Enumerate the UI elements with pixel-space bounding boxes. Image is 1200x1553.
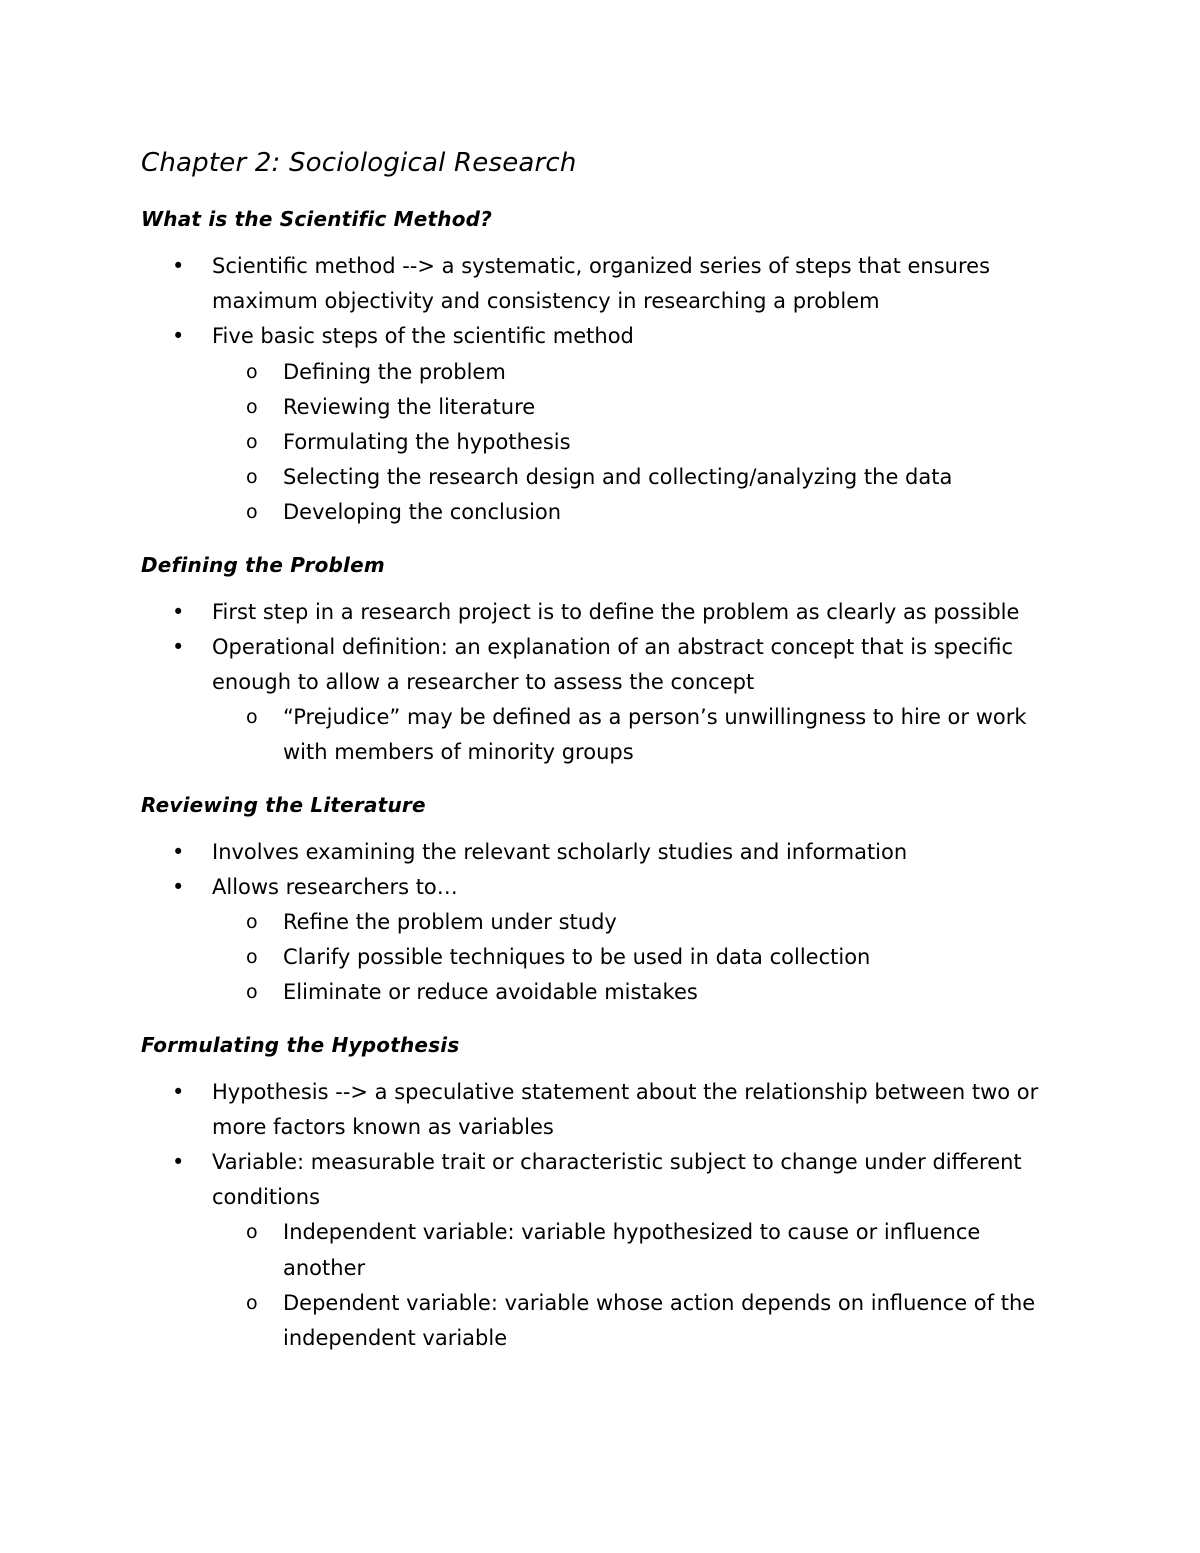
- list-item-text: Scientific method --> a systematic, organized series of steps that ensures maximum objectivity and consistency in researching a problem: [212, 254, 991, 314]
- list-item: [141, 249, 1061, 319]
- list-item-text: Five basic steps of the scientific method: [212, 324, 634, 349]
- bullet-icon: •: [172, 1079, 185, 1104]
- list-item: [141, 319, 1061, 530]
- section-heading: Formulating the Hypothesis: [141, 1032, 460, 1057]
- list-item: [141, 835, 1061, 870]
- list-item: [141, 630, 1061, 771]
- section: [141, 1029, 1061, 1357]
- sub-list-item: [212, 1286, 1061, 1356]
- sub-list-item: [212, 495, 1061, 530]
- circle-bullet-icon: o: [246, 1221, 258, 1244]
- sub-list-item-text: Clarify possible techniques to be used in data collection: [283, 945, 871, 970]
- bullet-icon: •: [172, 254, 185, 278]
- sub-list-item: [212, 355, 1061, 390]
- sub-list-item-text: Reviewing the literature: [283, 394, 536, 419]
- circle-bullet-icon: o: [246, 466, 258, 489]
- bullet-icon: •: [172, 634, 185, 659]
- list-item-text: Variable: measurable trait or characteristic subject to change under different conditions: [212, 1150, 1022, 1210]
- sub-list: [212, 355, 1061, 531]
- sub-list-item-text: “Prejudice” may be defined as a person’s unwillingness to hire or work with members of minority groups: [283, 705, 1027, 765]
- sub-list-item: [212, 425, 1061, 460]
- sub-list-item: [212, 1215, 1061, 1285]
- list-item: [141, 1075, 1061, 1145]
- sub-list-item-text: Dependent variable: variable whose action depends on influence of the independent variable: [283, 1290, 1036, 1351]
- bullet-icon: •: [172, 839, 185, 864]
- circle-bullet-icon: o: [246, 706, 258, 729]
- list-item: [141, 595, 1061, 630]
- sub-list-item-text: Refine the problem under study: [283, 910, 617, 935]
- sub-list-item: [212, 905, 1061, 940]
- sub-list-item-text: Selecting the research design and collecting/analyzing the data: [283, 465, 953, 490]
- list-item: [141, 1145, 1061, 1356]
- section-heading: Reviewing the Literature: [141, 792, 426, 817]
- bullet-icon: •: [172, 874, 185, 899]
- list-item-text: Involves examining the relevant scholarly studies and information: [212, 839, 908, 864]
- bullet-list: [141, 249, 1061, 531]
- bullet-icon: •: [172, 599, 185, 624]
- circle-bullet-icon: o: [246, 981, 258, 1004]
- sub-list-item-text: Defining the problem: [283, 359, 506, 384]
- list-item-text: First step in a research project is to define the problem as clearly as possible: [212, 599, 1020, 624]
- section-heading: Defining the Problem: [141, 552, 385, 577]
- list-item-text: Hypothesis --> a speculative statement about the relationship between two or more factors known as variables: [212, 1079, 1039, 1139]
- sub-list-item-text: Formulating the hypothesis: [283, 430, 571, 455]
- bullet-list: [141, 1075, 1061, 1357]
- circle-bullet-icon: o: [246, 501, 258, 524]
- section: [141, 789, 1061, 1011]
- list-item-text: Operational definition: an explanation of an abstract concept that is specific enough to allow a researcher to assess the concept: [212, 634, 1014, 695]
- circle-bullet-icon: o: [246, 1291, 258, 1314]
- list-item-text: Allows researchers to…: [212, 874, 458, 899]
- sub-list: [212, 1215, 1061, 1356]
- sub-list: [212, 700, 1061, 770]
- circle-bullet-icon: o: [246, 360, 258, 383]
- sub-list-item: [212, 975, 1061, 1010]
- circle-bullet-icon: o: [246, 946, 258, 969]
- document-sections: [141, 203, 1061, 1356]
- section-heading: What is the Scientific Method?: [141, 207, 492, 231]
- bullet-list: [141, 835, 1061, 1011]
- sub-list: [212, 905, 1061, 1011]
- sub-list-item: [212, 390, 1061, 425]
- sub-list-item: [212, 700, 1061, 770]
- bullet-list: [141, 595, 1061, 771]
- bullet-icon: •: [172, 1150, 185, 1175]
- circle-bullet-icon: o: [246, 431, 258, 454]
- sub-list-item-text: Independent variable: variable hypothesized to cause or influence another: [283, 1220, 981, 1280]
- sub-list-item-text: Developing the conclusion: [283, 500, 562, 525]
- sub-list-item: [212, 940, 1061, 975]
- document-title: Chapter 2: Sociological Research: [141, 148, 577, 178]
- circle-bullet-icon: o: [246, 395, 258, 418]
- sub-list-item: [212, 460, 1061, 495]
- section: [141, 203, 1061, 531]
- section: [141, 549, 1061, 771]
- circle-bullet-icon: o: [246, 911, 258, 934]
- document-content: [141, 143, 1061, 1374]
- list-item: [141, 870, 1061, 1011]
- sub-list-item-text: Eliminate or reduce avoidable mistakes: [283, 980, 698, 1005]
- bullet-icon: •: [172, 324, 185, 349]
